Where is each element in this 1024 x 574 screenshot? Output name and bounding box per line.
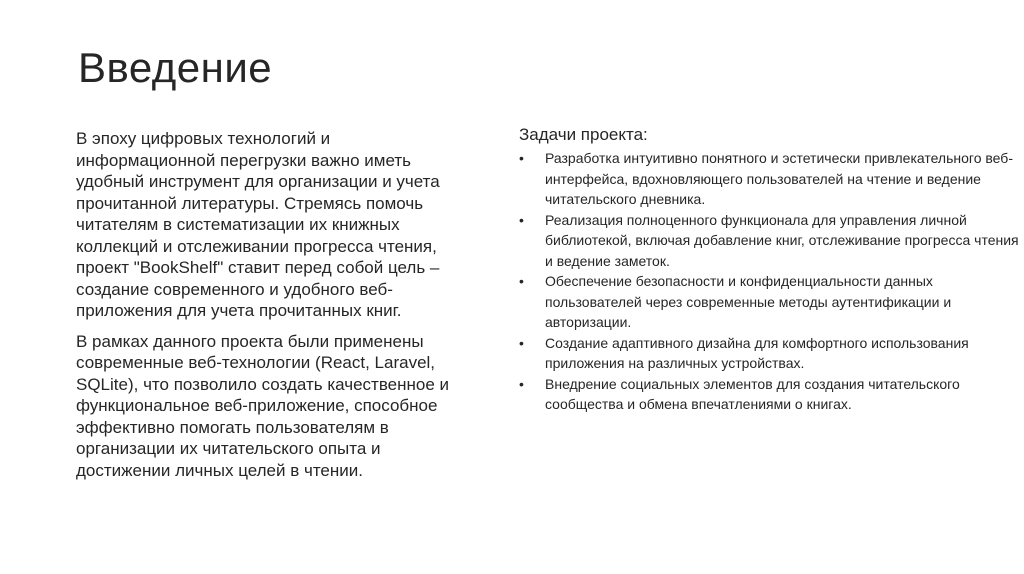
bullet-icon: • bbox=[519, 375, 524, 392]
task-item bbox=[519, 374, 1019, 415]
task-text: Внедрение социальных элементов для создания читательского сообщества и обмена впечатлениями о книгах. bbox=[545, 375, 960, 412]
intro-paragraph-1: В эпоху цифровых технологий и информационной перегрузки важно иметь удобный инструмент для организации и учета прочитанной литературы. Стремясь помочь читателям в систематизации их книжных коллекций и отслеживании прогресса чтения, проект "BookShelf" ставит перед собой цель – создание современного и удобного веб-приложения для учета прочитанных книг. bbox=[76, 129, 440, 320]
intro-text-block bbox=[76, 128, 456, 490]
intro-paragraph-2: В рамках данного проекта были применены современные веб-технологии (React, Laravel, SQLite), что позволило создать качественное и функциональное веб-приложение, способное эффективно помогать пользователям в организации их читательского опыта и достижении личных целей в чтении. bbox=[76, 331, 450, 480]
bullet-icon: • bbox=[519, 211, 524, 228]
task-text: Реализация полноценного функционала для управления личной библиотекой, включая добавление книг, отслеживание прогресса чтения и ведение заметок. bbox=[545, 211, 1019, 269]
slide-title: Введение bbox=[78, 44, 273, 91]
tasks-heading: Задачи проекта: bbox=[519, 125, 648, 144]
task-text: Разработка интуитивно понятного и эстетически привлекательного веб-интерфейса, вдохновляющего пользователей на чтение и ведение читательского дневника. bbox=[545, 150, 1013, 207]
task-item bbox=[519, 271, 1019, 333]
task-item bbox=[519, 333, 1019, 374]
bullet-icon: • bbox=[519, 334, 524, 351]
task-item bbox=[519, 210, 1019, 272]
tasks-list bbox=[519, 148, 1019, 415]
bullet-icon: • bbox=[519, 273, 524, 289]
tasks-block bbox=[519, 124, 1019, 415]
task-item bbox=[519, 148, 1019, 210]
bullet-icon: • bbox=[519, 150, 524, 166]
task-text: Обеспечение безопасности и конфиденциальности данных пользователей через современные методы аутентификации и авторизации. bbox=[545, 273, 952, 330]
task-text: Создание адаптивного дизайна для комфортного использования приложения на различных устройствах. bbox=[545, 334, 969, 371]
